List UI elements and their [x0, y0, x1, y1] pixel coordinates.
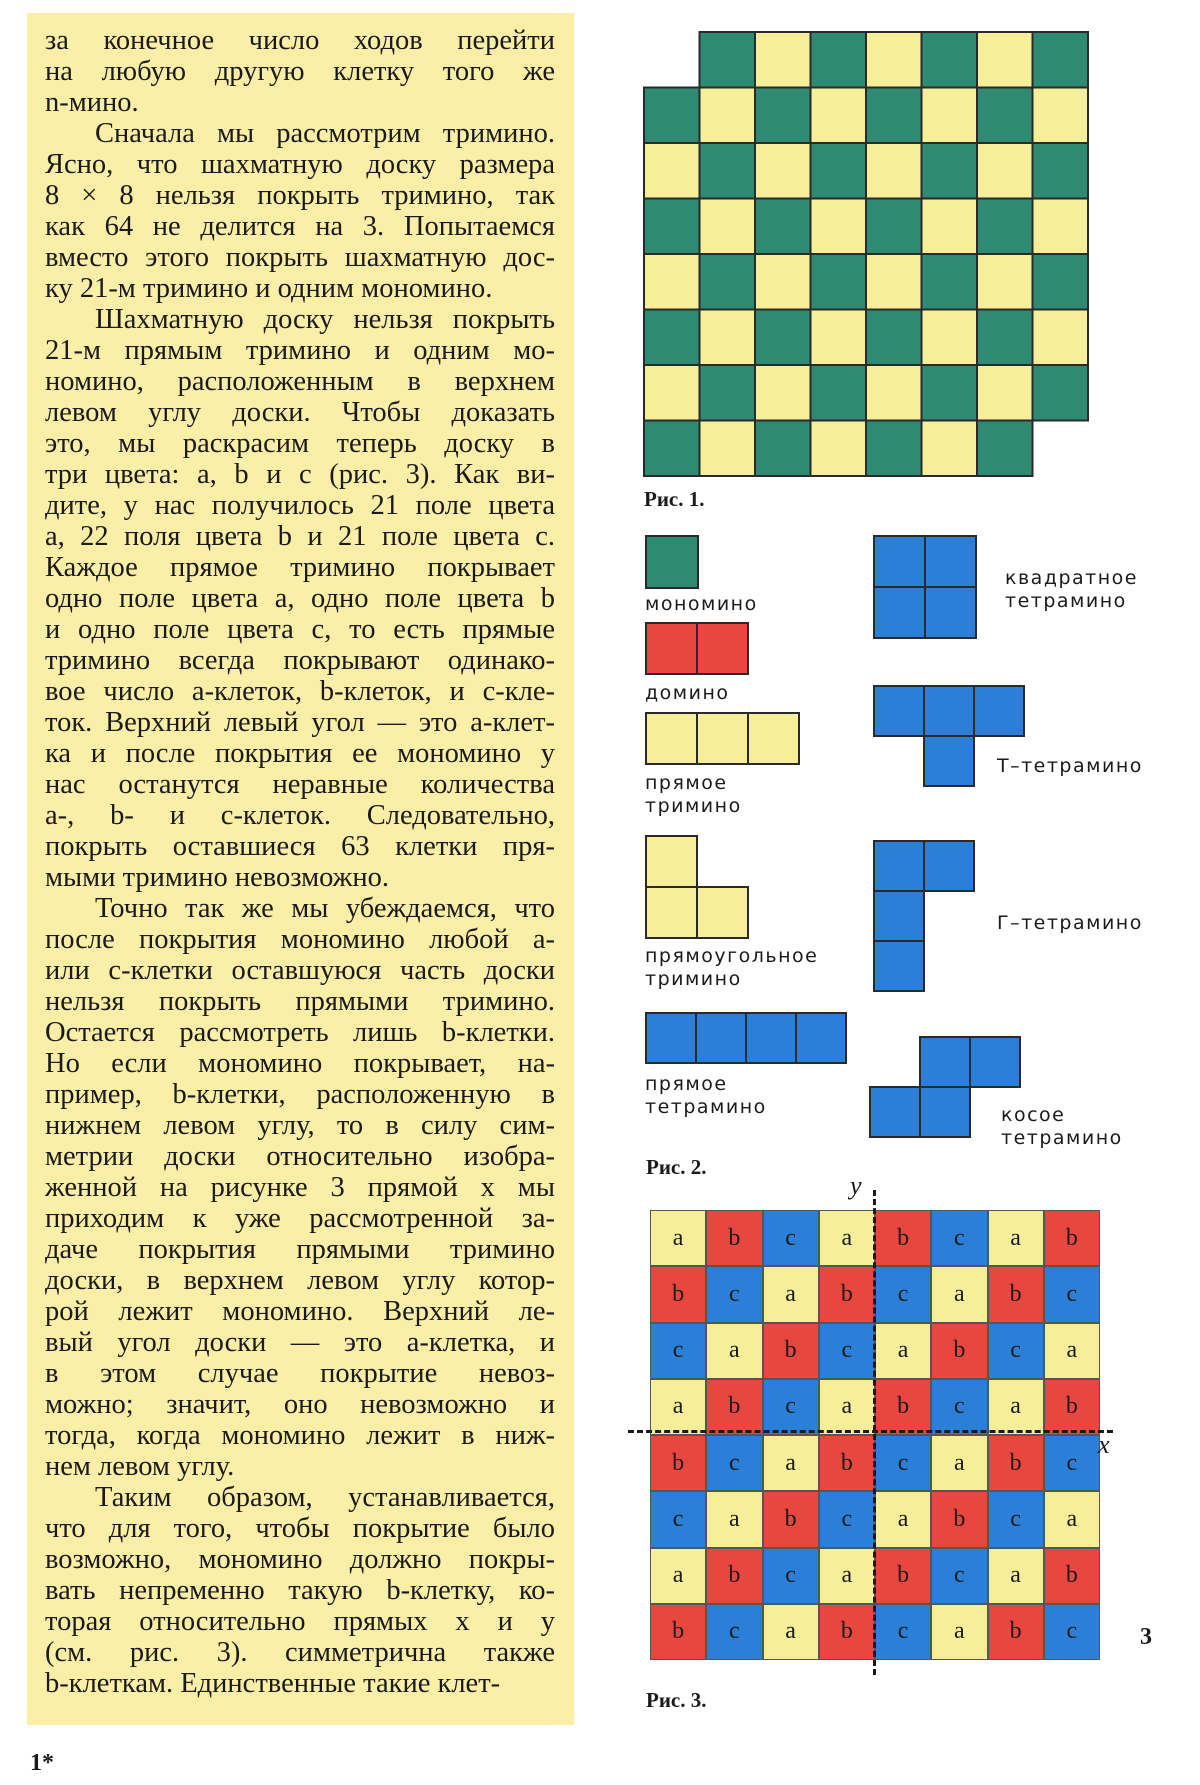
- board-square: [977, 143, 1033, 199]
- shape-cell: [923, 735, 975, 787]
- text-line: a-, b- и c-клеток. Следовательно,: [45, 800, 555, 831]
- shape-cell: [645, 835, 698, 888]
- shape-cell: [873, 535, 926, 588]
- board-square: [866, 88, 922, 144]
- board-square: [977, 365, 1033, 421]
- figure-1-caption: Рис. 1.: [644, 487, 705, 511]
- text-line: доски, в верхнем левом углу котор-: [45, 1265, 555, 1296]
- text-line: возможно, мономино должно покры-: [45, 1544, 555, 1575]
- text-line: a, 22 поля цвета b и 21 поле цвета c.: [45, 521, 555, 552]
- text-line: нижнем левом углу, то в силу сим-: [45, 1110, 555, 1141]
- axis-x-line: [628, 1430, 1113, 1433]
- page-number: 3: [1140, 1624, 1152, 1650]
- board-square: [922, 254, 978, 310]
- text-line: 8 × 8 нельзя покрыть тримино, так: [45, 180, 555, 211]
- label-line: тримино: [645, 968, 742, 990]
- board-square: [977, 32, 1033, 88]
- text-line: на любую другую клетку того же: [45, 56, 555, 87]
- t-tetromino-label: [997, 755, 1143, 778]
- color-cell: c: [931, 1548, 987, 1604]
- color-cell: c: [931, 1210, 987, 1266]
- text-line: вать непременно такую b-клетку, ко-: [45, 1575, 555, 1606]
- color-cell: b: [875, 1210, 931, 1266]
- text-line: левом углу доски. Чтобы доказать: [45, 397, 555, 428]
- signature-mark: 1*: [30, 1750, 54, 1776]
- text-line: или c-клетки оставшуюся часть доски: [45, 955, 555, 986]
- shape-cell: [696, 622, 749, 675]
- color-cell: b: [1044, 1548, 1100, 1604]
- board-square: [755, 32, 811, 88]
- color-cell: c: [650, 1323, 706, 1379]
- shape-cell: [919, 1086, 971, 1138]
- shape-cell: [873, 940, 925, 992]
- text-line: пример, b-клетки, расположенную в: [45, 1079, 555, 1110]
- color-cell: a: [931, 1604, 987, 1660]
- shape-cell: [645, 622, 698, 675]
- text-line: 21-м прямым тримино и одним мо-: [45, 335, 555, 366]
- board-square: [1033, 32, 1089, 88]
- shape-cell: [795, 1012, 847, 1064]
- shape-cell: [973, 685, 1025, 737]
- text-line: Остается рассмотреть лишь b-клетки.: [45, 1017, 555, 1048]
- board-square: [811, 254, 867, 310]
- board-square: [644, 88, 700, 144]
- l-tromino-label: [645, 945, 818, 991]
- text-line: Каждое прямое тримино покрывает: [45, 552, 555, 583]
- text-line: номино, расположенным в верхнем: [45, 366, 555, 397]
- board-square: [922, 32, 978, 88]
- text-line: можно; значит, оно невозможно и: [45, 1389, 555, 1420]
- board-square: [977, 421, 1033, 477]
- color-cell: a: [988, 1379, 1044, 1435]
- text-line: Но если мономино покрывает, на-: [45, 1048, 555, 1079]
- label-line: прямое: [645, 772, 728, 794]
- shape-cell: [923, 840, 975, 892]
- board-square: [755, 254, 811, 310]
- color-cell: a: [706, 1491, 762, 1547]
- text-line: метрии доски относительно изобра-: [45, 1141, 555, 1172]
- board-square: [755, 310, 811, 366]
- shape-cell: [645, 712, 698, 765]
- shape-cell: [873, 586, 926, 639]
- color-cell: b: [988, 1604, 1044, 1660]
- color-cell: a: [988, 1210, 1044, 1266]
- color-cell: a: [931, 1266, 987, 1322]
- color-cell: b: [988, 1435, 1044, 1491]
- label-line: косое: [1001, 1104, 1066, 1126]
- color-cell: c: [875, 1435, 931, 1491]
- board-square: [866, 254, 922, 310]
- color-cell: a: [650, 1548, 706, 1604]
- shape-cell: [645, 535, 699, 589]
- shape-cell: [924, 586, 977, 639]
- board-square: [866, 143, 922, 199]
- color-cell: a: [819, 1379, 875, 1435]
- square-tetromino-label: [1005, 567, 1138, 613]
- board-square: [866, 199, 922, 255]
- color-cell: b: [650, 1266, 706, 1322]
- shape-cell: [873, 840, 925, 892]
- text-line: это, мы раскрасим теперь доску в: [45, 428, 555, 459]
- color-cell: b: [1044, 1210, 1100, 1266]
- article-text: [45, 25, 555, 1699]
- color-cell: c: [988, 1323, 1044, 1379]
- color-cell: a: [706, 1323, 762, 1379]
- color-cell: b: [650, 1435, 706, 1491]
- board-square: [1033, 88, 1089, 144]
- board-square: [811, 310, 867, 366]
- board-square: [811, 143, 867, 199]
- text-line: b-клеткам. Единственные такие клет-: [45, 1668, 501, 1699]
- text-line: и одно поле цвета c, то есть прямые: [45, 614, 555, 645]
- figure-3-caption: Рис. 3.: [646, 1688, 707, 1712]
- board-square: [644, 199, 700, 255]
- shape-cell: [873, 685, 925, 737]
- label-line: Г–тетрамино: [997, 912, 1143, 934]
- board-square: [1033, 310, 1089, 366]
- board-square: [977, 310, 1033, 366]
- board-square: [644, 421, 700, 477]
- text-line: вместо этого покрыть шахматную дос-: [45, 242, 555, 273]
- color-cell: a: [650, 1210, 706, 1266]
- color-cell: c: [706, 1435, 762, 1491]
- color-cell: c: [706, 1266, 762, 1322]
- board-square: [922, 199, 978, 255]
- color-cell: c: [875, 1266, 931, 1322]
- text-line: тримино всегда покрывают одинако-: [45, 645, 555, 676]
- label-line: тетрамино: [1001, 1127, 1123, 1149]
- shape-cell: [696, 886, 749, 939]
- color-cell: a: [1044, 1491, 1100, 1547]
- text-line: Сначала мы рассмотрим тримино.: [95, 118, 555, 149]
- text-line: вое число a-клеток, b-клеток, и c-кле-: [45, 676, 555, 707]
- board-square: [922, 421, 978, 477]
- board-square: [866, 421, 922, 477]
- text-line: торая относительно прямых x и y: [45, 1606, 555, 1637]
- text-line: приходим к уже рассмотренной за-: [45, 1203, 555, 1234]
- color-cell: c: [1044, 1266, 1100, 1322]
- board-square: [1033, 254, 1089, 310]
- text-line: три цвета: a, b и c (рис. 3). Как ви-: [45, 459, 555, 490]
- color-cell: a: [763, 1266, 819, 1322]
- color-cell: b: [875, 1548, 931, 1604]
- text-line: Таким образом, устанавливается,: [95, 1482, 555, 1513]
- color-cell: b: [931, 1491, 987, 1547]
- text-line: нельзя покрыть прямыми тримино.: [45, 986, 555, 1017]
- text-line: одно поле цвета a, одно поле цвета b: [45, 583, 555, 614]
- color-cell: a: [819, 1548, 875, 1604]
- shape-cell: [696, 712, 749, 765]
- board-square: [922, 143, 978, 199]
- shape-cell: [969, 1036, 1021, 1088]
- text-line: за конечное число ходов перейти: [45, 25, 555, 56]
- color-cell: a: [988, 1548, 1044, 1604]
- board-square: [755, 365, 811, 421]
- board-square: [755, 88, 811, 144]
- color-cell: b: [988, 1266, 1044, 1322]
- monomino-label: [645, 593, 758, 616]
- skew-tetromino-label: [1001, 1104, 1123, 1150]
- board-square: [755, 199, 811, 255]
- label-line: тримино: [645, 795, 742, 817]
- board-square: [811, 421, 867, 477]
- shape-cell: [869, 1086, 921, 1138]
- board-square: [811, 88, 867, 144]
- color-cell: b: [763, 1491, 819, 1547]
- color-cell: b: [931, 1323, 987, 1379]
- text-panel: [27, 13, 574, 1725]
- color-cell: b: [819, 1266, 875, 1322]
- board-square: [977, 254, 1033, 310]
- text-line: ку 21-м тримино и одним мономино.: [45, 273, 493, 304]
- color-cell: c: [763, 1379, 819, 1435]
- color-cell: c: [1044, 1435, 1100, 1491]
- color-cell: b: [650, 1604, 706, 1660]
- text-line: тогда, когда мономино лежит в ниж-: [45, 1420, 555, 1451]
- board-square: [866, 365, 922, 421]
- label-line: квадратное: [1005, 567, 1138, 589]
- color-cell: c: [988, 1491, 1044, 1547]
- board-square: [700, 254, 756, 310]
- text-line: Ясно, что шахматную доску размера: [45, 149, 555, 180]
- text-line: вый угол доски — это a-клетка, и: [45, 1327, 555, 1358]
- board-square: [755, 421, 811, 477]
- board-square: [977, 88, 1033, 144]
- board-square: [700, 421, 756, 477]
- color-cell: a: [875, 1323, 931, 1379]
- text-line: что для того, чтобы покрытие было: [45, 1513, 555, 1544]
- text-line: n-мино.: [45, 87, 139, 118]
- text-line: нас останутся неравные количества: [45, 769, 555, 800]
- board-square: [811, 32, 867, 88]
- text-line: (см. рис. 3). симметрична также: [45, 1637, 555, 1668]
- color-cell: c: [706, 1604, 762, 1660]
- text-line: женной на рисунке 3 прямой x мы: [45, 1172, 555, 1203]
- color-cell: b: [763, 1323, 819, 1379]
- color-cell: a: [763, 1435, 819, 1491]
- text-line: нем левом углу.: [45, 1451, 235, 1482]
- board-square: [700, 199, 756, 255]
- color-cell: c: [875, 1604, 931, 1660]
- board-square: [700, 143, 756, 199]
- shape-cell: [924, 535, 977, 588]
- figure-2-caption: Рис. 2.: [646, 1155, 707, 1179]
- color-cell: c: [763, 1210, 819, 1266]
- board-square: [1033, 143, 1089, 199]
- color-cell: c: [819, 1323, 875, 1379]
- board-square: [866, 310, 922, 366]
- l-tetromino-label: [997, 912, 1143, 935]
- color-cell: a: [650, 1379, 706, 1435]
- figure-3-board: [628, 1171, 1128, 1675]
- board-square: [1033, 365, 1089, 421]
- color-cell: a: [763, 1604, 819, 1660]
- text-line: как 64 не делится на 3. Попытаемся: [45, 211, 555, 242]
- text-line: дите, у нас получилось 21 поле цвета: [45, 490, 555, 521]
- color-cell: c: [931, 1379, 987, 1435]
- color-cell: b: [706, 1548, 762, 1604]
- board-square: [644, 143, 700, 199]
- board-square: [811, 365, 867, 421]
- label-line: домино: [645, 682, 730, 704]
- board-square: [644, 365, 700, 421]
- shape-cell: [645, 1012, 697, 1064]
- label-line: прямое: [645, 1073, 728, 1095]
- board-square: [700, 365, 756, 421]
- board-square: [755, 143, 811, 199]
- text-line: Шахматную доску нельзя покрыть: [95, 304, 555, 335]
- domino-label: [645, 682, 730, 705]
- shape-cell: [873, 890, 925, 942]
- label-line: прямоугольное: [645, 945, 819, 967]
- color-cell: a: [875, 1491, 931, 1547]
- board-square: [922, 88, 978, 144]
- text-line: даче покрытия прямыми тримино: [45, 1234, 555, 1265]
- color-cell: a: [1044, 1323, 1100, 1379]
- axis-y-label: y: [850, 1171, 862, 1200]
- shape-cell: [923, 685, 975, 737]
- board-square: [977, 199, 1033, 255]
- board-square: [700, 88, 756, 144]
- shape-cell: [919, 1036, 971, 1088]
- text-line: мыми тримино невозможно.: [45, 862, 389, 893]
- color-cell: b: [819, 1435, 875, 1491]
- label-line: мономино: [645, 593, 758, 615]
- axis-x-label: x: [1098, 1430, 1110, 1459]
- shape-cell: [747, 712, 800, 765]
- shape-cell: [645, 886, 698, 939]
- color-cell: c: [1044, 1604, 1100, 1660]
- text-line: покрыть оставшиеся 63 клетки пря-: [45, 831, 555, 862]
- color-cell: b: [706, 1379, 762, 1435]
- color-cell: b: [1044, 1379, 1100, 1435]
- label-line: тетрамино: [1005, 590, 1127, 612]
- color-cell: c: [763, 1548, 819, 1604]
- board-square: [922, 365, 978, 421]
- shape-cell: [695, 1012, 747, 1064]
- straight-tromino-label: [645, 772, 742, 818]
- board-square: [866, 32, 922, 88]
- board-square: [1033, 199, 1089, 255]
- figure-1-board: [640, 30, 1110, 485]
- text-line: в этом случае покрытие невоз-: [45, 1358, 555, 1389]
- text-line: рой лежит мономино. Верхний ле-: [45, 1296, 555, 1327]
- board-square: [811, 199, 867, 255]
- text-line: Точно так же мы убеждаемся, что: [95, 893, 555, 924]
- shape-cell: [745, 1012, 797, 1064]
- text-line: ка и после покрытия ее мономино у: [45, 738, 555, 769]
- board-square: [922, 310, 978, 366]
- color-cell: c: [650, 1491, 706, 1547]
- color-cell: a: [819, 1210, 875, 1266]
- axis-y-line: [873, 1190, 876, 1675]
- label-line: тетрамино: [645, 1096, 767, 1118]
- color-cell: c: [819, 1491, 875, 1547]
- color-cell: b: [706, 1210, 762, 1266]
- board-square: [700, 310, 756, 366]
- board-square: [644, 310, 700, 366]
- text-line: ток. Верхний левый угол — это a-клет-: [45, 707, 555, 738]
- label-line: Т–тетрамино: [997, 755, 1143, 777]
- board-square: [700, 32, 756, 88]
- color-cell: a: [931, 1435, 987, 1491]
- color-cell: b: [819, 1604, 875, 1660]
- board-square: [644, 254, 700, 310]
- text-line: после покрытия мономино любой a-: [45, 924, 555, 955]
- color-cell: b: [875, 1379, 931, 1435]
- straight-tetromino-label: [645, 1073, 767, 1119]
